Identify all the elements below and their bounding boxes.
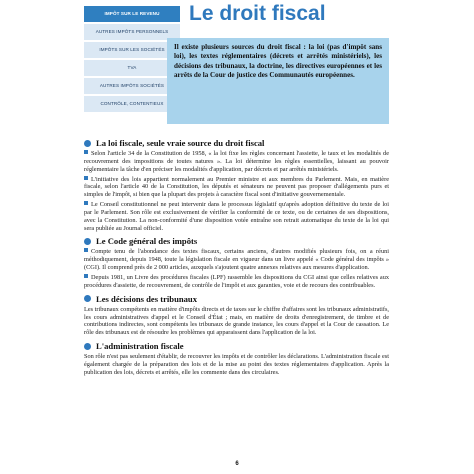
sidebar-item-tva[interactable]: TVA <box>84 60 180 76</box>
section-heading <box>84 294 389 304</box>
section-heading <box>84 236 389 246</box>
page-number: 6 <box>235 461 239 467</box>
section-title: Les décisions des tribunaux <box>96 293 197 304</box>
chapter-sidebar <box>84 6 180 114</box>
paragraph <box>84 306 389 337</box>
square-bullet-icon <box>84 201 88 205</box>
paragraph-text: Compte tenu de l'abondance des textes fiscaux, certains anciens, d'autres modifiés plusieurs fois, on a réuni méthodiquement, depuis 1948, toute la législation fiscale en vigueur dans un livre appelé « Code général des impôts » (CGI). Il comprend près de 2 000 articles, auxquels s'ajoutent quatre annexes relatives aux mesures d'application. <box>84 248 389 272</box>
paragraph <box>84 150 389 174</box>
section-title: Le Code général des impôts <box>96 236 198 247</box>
sidebar-item-controle-contentieux[interactable]: CONTRÔLE, CONTENTIEUX <box>84 96 180 112</box>
square-bullet-icon <box>84 176 88 180</box>
section-loi-fiscale <box>84 138 389 232</box>
paragraph-text: Selon l'article 34 de la Constitution de 1958, « la loi fixe les règles concernant l'assiette, le taux et les modalités de recouvrement des impositions de toutes natures ». La loi détermine les règles essentielles, laissant au pouvoir réglementaire la tâche d'en préciser les modalités d'application, par décrets et par arrêtés ministériels. <box>84 150 389 173</box>
bullet-icon <box>84 295 91 302</box>
paragraph <box>84 248 389 272</box>
bullet-icon <box>84 343 91 350</box>
sidebar-item-impots-societes[interactable]: IMPÔTS SUR LES SOCIÉTÉS <box>84 42 180 58</box>
main-content <box>84 134 389 379</box>
sidebar-item-impot-revenu[interactable]: IMPÔT SUR LE REVENU <box>84 6 180 22</box>
paragraph <box>84 353 389 377</box>
paragraph-text: Les tribunaux compétents en matière d'impôts directs et de taxes sur le chiffre d'affaires sont les tribunaux administratifs, les cours administratives d'appel et le Conseil d'État ; mais, en matière de droits d'enregistrement, de timbre et de contributions indirectes, sont compétents les tribunaux de grande instance, les cours d'appel et la Cour de cassation. Le rôle des tribunaux est de résoudre les problèmes qui apparaissent dans l'application de la loi. <box>84 305 389 337</box>
section-heading <box>84 138 389 148</box>
sidebar-item-autres-impots-personnels[interactable]: AUTRES IMPÔTS PERSONNELS <box>84 24 180 40</box>
section-heading <box>84 341 389 351</box>
section-decisions-tribunaux <box>84 294 389 337</box>
paragraph-text: Depuis 1981, un Livre des procédures fiscales (LPF) rassemble les dispositions du CGI ainsi que celles relatives aux procédures d'assiette, de recouvrement, de contrôle de l'impôt et aux garanties, voie et de recours des contribuables. <box>84 273 389 289</box>
section-administration-fiscale <box>84 341 389 377</box>
paragraph <box>84 201 389 232</box>
paragraph <box>84 176 389 200</box>
section-code-general <box>84 236 389 289</box>
intro-box: Il existe plusieurs sources du droit fiscal : la loi (pas d'impôt sans loi), les textes réglementaires (décrets et arrêtés ministériels), les décisions des tribunaux, la doctrine, les directives européennes et les arrêts de la Cour de justice des Communautés européennes. <box>167 38 389 124</box>
paragraph-text: Son rôle n'est pas seulement d'établir, de recouvrer les impôts et de contrôler les déclarations. L'administration fiscale est également chargée de la préparation des lois et de la mise au point des textes réglementaires d'application. Après la publication des lois, décrets et arrêtés, elle les commente dans des circulaires. <box>84 353 389 376</box>
section-title: L'administration fiscale <box>96 341 184 352</box>
sidebar-item-autres-impots-societes[interactable]: AUTRES IMPÔTS SOCIÉTÉS <box>84 78 180 94</box>
square-bullet-icon <box>84 274 88 278</box>
paragraph-text: L'initiative des lois appartient normalement au Premier ministre et aux membres du Parlement. Mais, en matière fiscale, selon l'article 40 de la Constitution, les députés et sénateurs ne peuvent pas proposer d'allégements purs et simples de l'impôt, si bien que la plupart des projets à caractère fiscal sont d'initiative gouvernementale. <box>84 175 389 199</box>
square-bullet-icon <box>84 150 88 154</box>
bullet-icon <box>84 140 91 147</box>
section-title: La loi fiscale, seule vraie source du droit fiscal <box>96 138 265 148</box>
paragraph <box>84 274 389 290</box>
paragraph-text: Le Conseil constitutionnel ne peut intervenir dans le processus législatif qu'après adoption définitive du texte de loi par le Parlement. Son rôle est exclusivement de vérifier la conformité de ce texte, ou de certaines de ses dispositions, avec la Constitution. La non-conformité d'une disposition votée entraîne son retrait automatique du texte de la loi qui sera publiée au Journal officiel. <box>84 201 389 232</box>
page-title: Le droit fiscal <box>189 2 326 25</box>
bullet-icon <box>84 238 91 245</box>
square-bullet-icon <box>84 248 88 252</box>
